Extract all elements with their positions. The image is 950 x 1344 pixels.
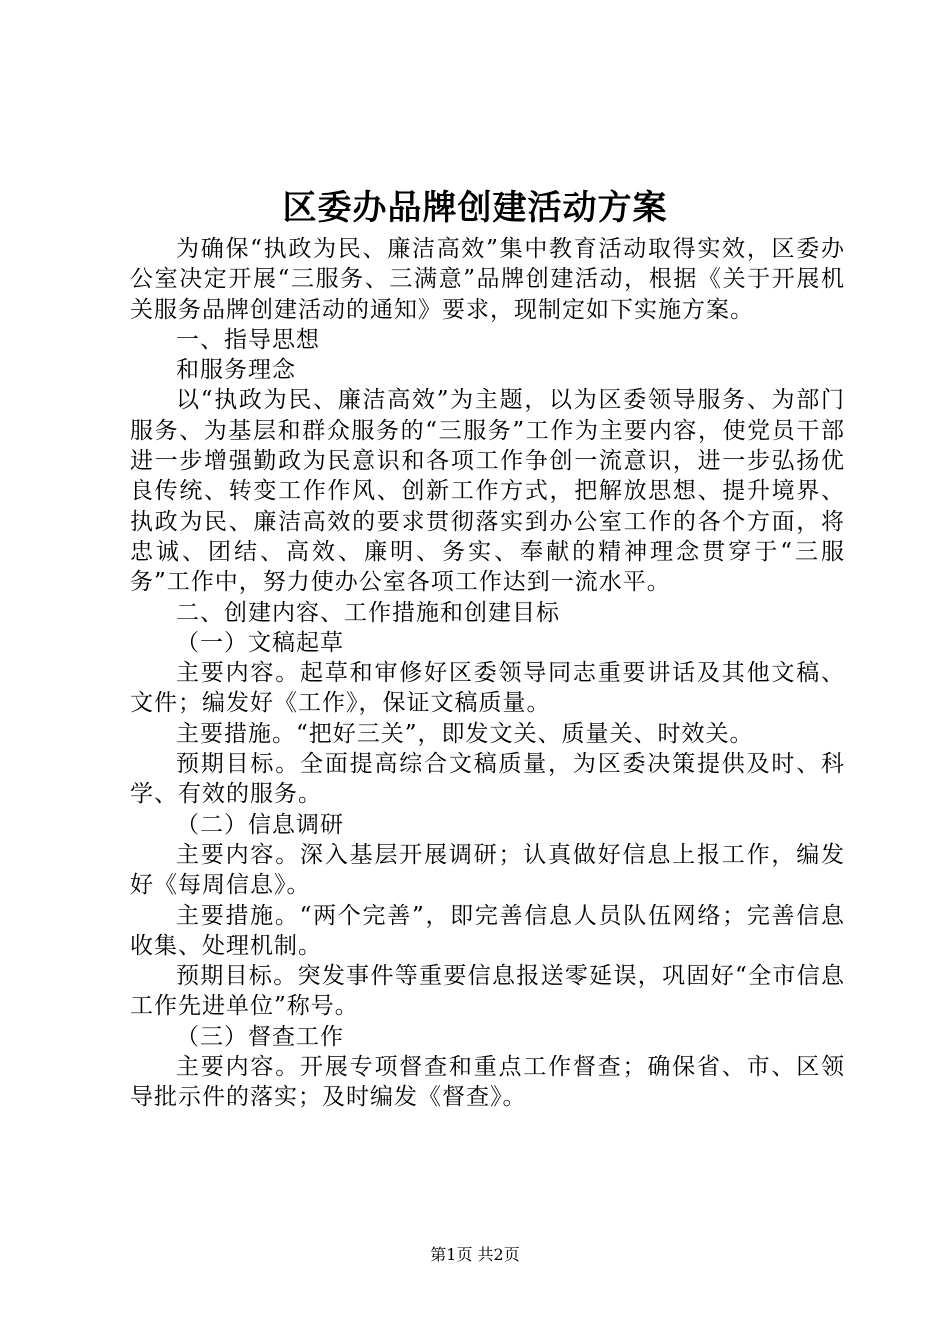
- intro-paragraph: 为确保“执政为民、廉洁高效”集中教育活动取得实效，区委办公室决定开展“三服务、三满意”品牌创建活动，根据《关于开展机关服务品牌创建活动的通知》要求，现制定如下实施方案。: [130, 236, 845, 323]
- subsection-heading-1: （一）文稿起草: [176, 629, 344, 656]
- subsection-2-goals: 预期目标。突发事件等重要信息报送零延误，巩固好“全市信息工作先进单位”称号。: [130, 963, 845, 1020]
- guiding-ideology-paragraph: 以“执政为民、廉洁高效”为主题，以为区委领导服务、为部门服务、为基层和群众服务的“三服务”工作为主要内容，使党员干部进一步增强勤政为民意识和各项工作争创一流意识，进一步弘扬优良传统、转变工作作风、创新工作方式，把解放思想、提升境界、执政为民、廉洁高效的要求贯彻落实到办公室工作的各个方面，将忠诚、团结、高效、廉明、务实、奉献的精神理念贯穿于“三服务”工作中，努力使办公室各项工作达到一流水平。: [130, 387, 845, 596]
- subsection-heading-3: （三）督查工作: [176, 1023, 344, 1050]
- subsection-1-content: 主要内容。起草和审修好区委领导同志重要讲话及其他文稿、文件；编发好《工作》，保证文稿质量。: [130, 660, 845, 717]
- subsection-heading-2: （二）信息调研: [176, 811, 344, 838]
- subsection-2-measures: 主要措施。“两个完善”，即完善信息人员队伍网络；完善信息收集、处理机制。: [130, 902, 845, 959]
- section-heading-1-continued: 和服务理念: [176, 357, 296, 384]
- subsection-2-content: 主要内容。深入基层开展调研；认真做好信息上报工作，编发好《每周信息》。: [130, 841, 845, 899]
- document-title: 区委办品牌创建活动方案: [282, 188, 668, 228]
- subsection-3-content: 主要内容。开展专项督查和重点工作督查；确保省、市、区领导批示件的落实；及时编发《督查》。: [130, 1054, 845, 1111]
- subsection-1-goals: 预期目标。全面提高综合文稿质量，为区委决策提供及时、科学、有效的服务。: [130, 751, 845, 808]
- section-heading-1: 一、指导思想: [176, 326, 320, 353]
- document-body: [130, 234, 845, 1113]
- subsection-1-measures: 主要措施。“把好三关”，即发文关、质量关、时效关。: [176, 720, 754, 747]
- page-footer: 第1页 共2页: [430, 1245, 520, 1264]
- section-heading-2: 二、创建内容、工作措施和创建目标: [176, 599, 560, 626]
